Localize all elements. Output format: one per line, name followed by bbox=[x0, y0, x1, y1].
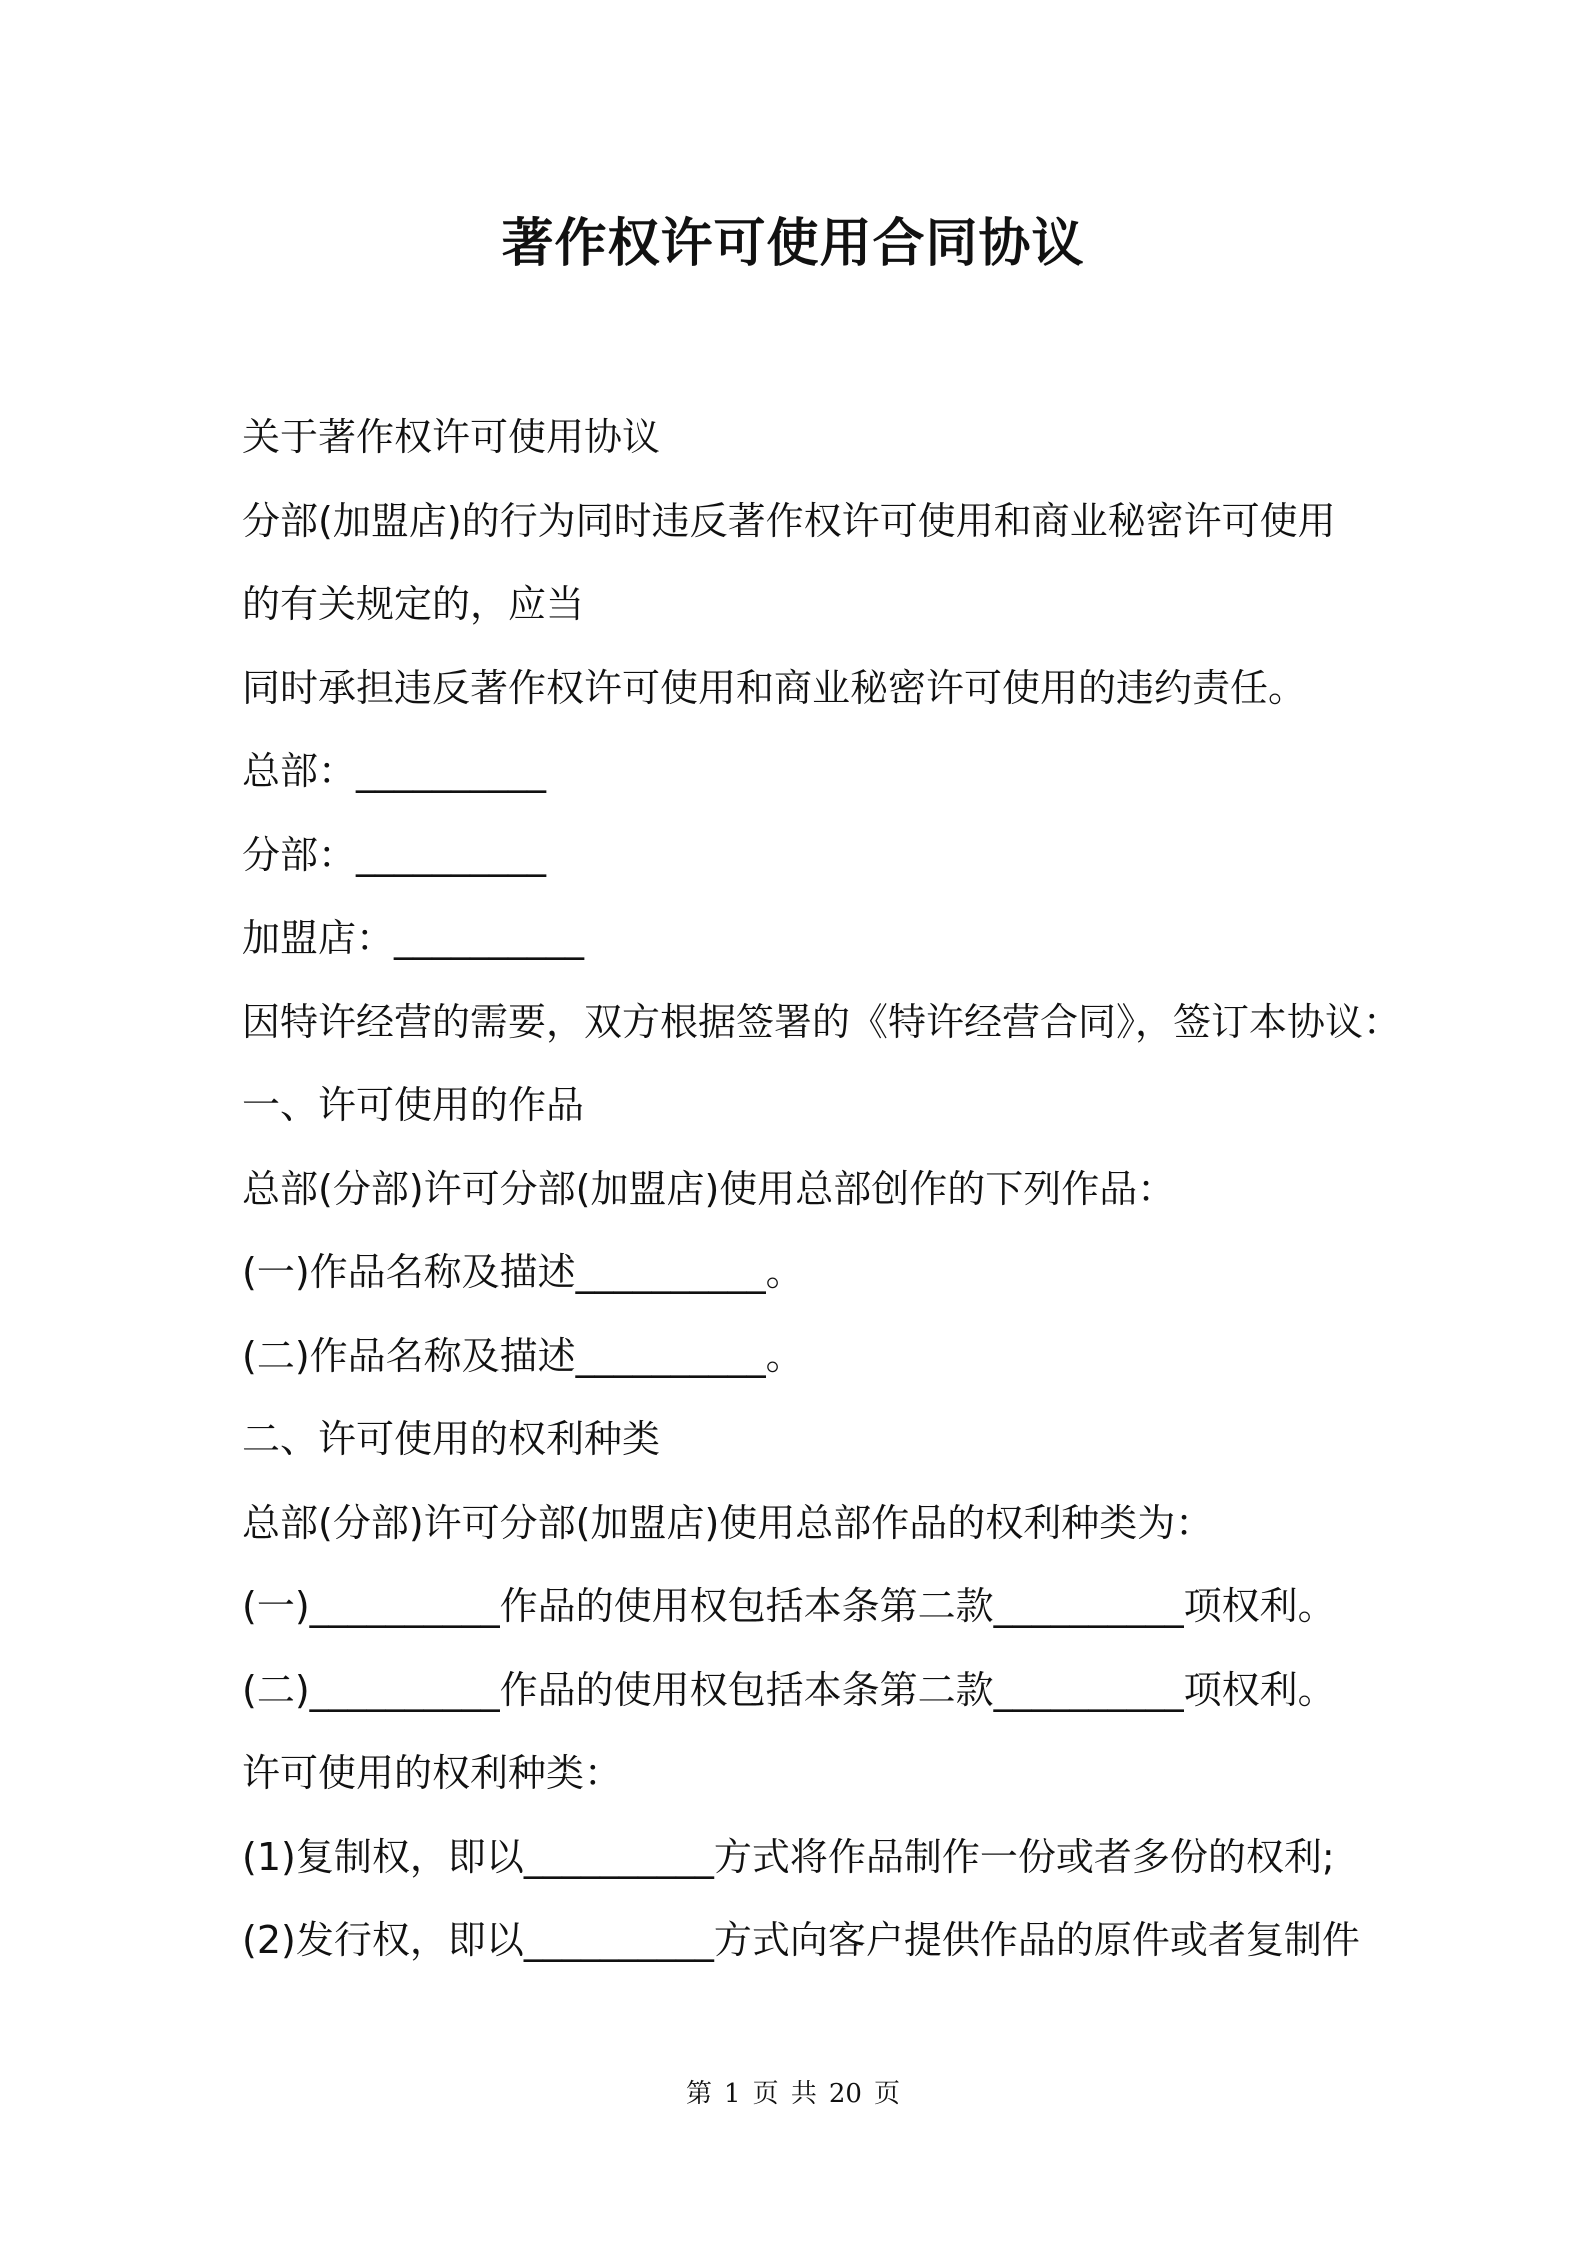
paragraph-line: 同时承担违反著作权许可使用和商业秘密许可使用的违约责任。 bbox=[242, 665, 1307, 710]
section-heading-licensed-works: 一、许可使用的作品 bbox=[242, 1083, 585, 1127]
list-item: (一)__________作品的使用权包括本条第二款__________项权利。 bbox=[242, 1584, 1336, 1628]
section-heading-rights-types: 二、许可使用的权利种类 bbox=[242, 1417, 661, 1461]
document-title: 著作权许可使用合同协议 bbox=[501, 214, 1085, 274]
list-item: (1)复制权，即以__________方式将作品制作一份或者多份的权利; bbox=[242, 1834, 1335, 1879]
list-item: (二)__________作品的使用权包括本条第二款__________项权利。 bbox=[242, 1667, 1336, 1712]
page-number: 1 bbox=[724, 2079, 741, 2109]
list-item: (2)发行权，即以__________方式向客户提供作品的原件或者复制件 bbox=[242, 1918, 1360, 1962]
document-body bbox=[242, 403, 1402, 1990]
paragraph-line: 的有关规定的，应当 bbox=[242, 582, 585, 626]
party-franchisee-field: 加盟店：__________ bbox=[242, 916, 585, 960]
page-label-mid: 页 共 bbox=[752, 2079, 817, 2109]
heading-about-agreement: 关于著作权许可使用协议 bbox=[242, 415, 661, 459]
party-headquarters-field: 总部：__________ bbox=[242, 749, 547, 793]
party-branch-field: 分部：__________ bbox=[242, 832, 547, 877]
list-item: (一)作品名称及描述__________。 bbox=[242, 1250, 804, 1294]
paragraph-line: 总部(分部)许可分部(加盟店)使用总部创作的下列作品： bbox=[242, 1166, 1176, 1211]
page-footer bbox=[0, 2076, 1586, 2112]
paragraph-line: 总部(分部)许可分部(加盟店)使用总部作品的权利种类为： bbox=[242, 1500, 1214, 1545]
paragraph-line: 因特许经营的需要，双方根据签署的《特许经营合同》，签订本协议： bbox=[242, 999, 1402, 1044]
total-pages: 20 bbox=[828, 2079, 862, 2109]
page-label-prefix: 第 bbox=[686, 2079, 713, 2109]
paragraph-line: 分部(加盟店)的行为同时违反著作权许可使用和商业秘密许可使用 bbox=[242, 498, 1336, 543]
list-item: (二)作品名称及描述__________。 bbox=[242, 1333, 804, 1378]
page-label-suffix: 页 bbox=[873, 2079, 900, 2109]
paragraph-line: 许可使用的权利种类： bbox=[242, 1751, 623, 1795]
